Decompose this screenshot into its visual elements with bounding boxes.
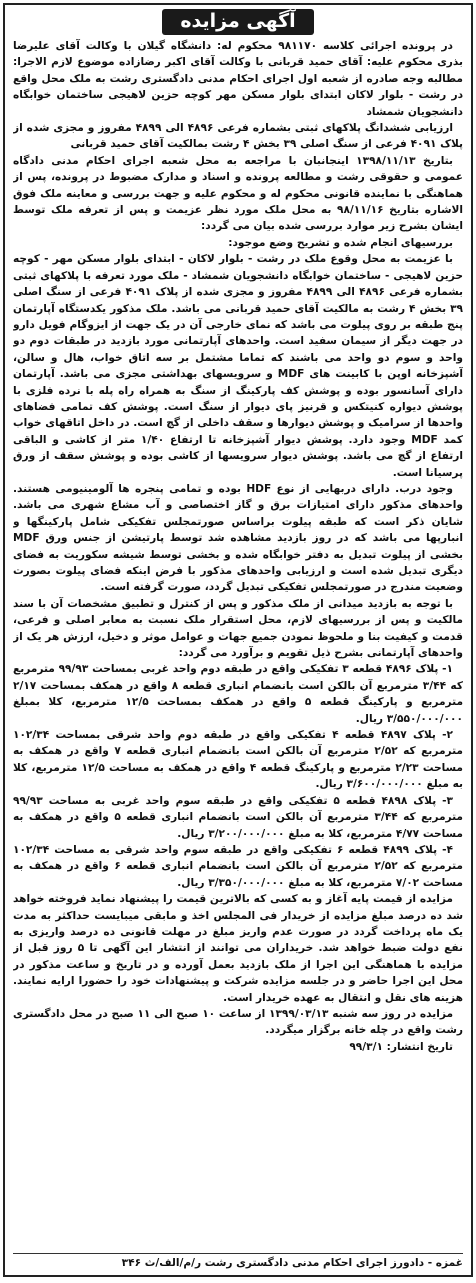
paragraph-unit-4: ۴- پلاک ۴۸۹۹ قطعه ۶ تفکیکی واقع در طبقه سوم واحد شرقی به مساحت ۱۰۲/۳۴ مترمربع که ۲/۵۲ مترمربع آن بالکن است بانضمام انباری قطعه ۶ واقع در همکف به مساحت ۷/۰۲ مترمربع، کلا به مبلغ ۳/۳۵۰/۰۰۰/۰۰۰ ریال.: [13, 843, 463, 889]
paragraph-inspection-heading: بررسیهای انجام شده و تشریح وضع موجود:: [228, 236, 453, 249]
paragraph-valuation-subject: ارزیابی ششدانگ پلاکهای ثبتی بشماره فرعی ۴۸۹۶ الی ۴۸۹۹ مفروز و مجزی شده از پلاک ۴۰۹۱ فرعی از سنگ اصلی ۳۹ بخش ۴ رشت بمالکیت آقای حمید قربانی: [13, 122, 463, 151]
paragraph-case-info: در پرونده اجرائی کلاسه ۹۸۱۱۷۰ محکوم له: دانشگاه گیلان با وکالت آقای علیرضا بذری محکوم علیه: آقای حمید قربانی با وکالت آقای اکبر رضازاده موضوع لازم الاجرا: مطالبه وجه صادره از شعبه اول اجرای احکام مدنی دادگستری رشت به ملک محل واقع در رشت - بلوار لاکان ابتدای بلوار مسکن مهر کوچه حزین لاهیجی ساختمان خوابگاه دانشجویان شمشاد: [13, 40, 463, 118]
paragraph-property-description: با عزیمت به محل وقوع ملک در رشت - بلوار لاکان - ابتدای بلوار مسکن مهر - کوچه حزین لاهیجی - ساختمان خوابگاه دانشجویان شمشاد - ملک مورد تعرفه با پلاکهای ثبتی بشماره فرعی ۴۸۹۶ الی ۴۸۹۹ مفروز و مجزی شده از پلاک ۴۰۹۱ فرعی از سنگ اصلی ۳۹ بخش ۴ رشت به مالکیت آقای حمید قربانی می باشد. ملک مذکور یکدستگاه آپارتمان پنج طبقه بر روی پیلوت می باشد که نمای خارجی آن در یک جهت از ایزوگام فویل دارو در جهت دیگر از سیمان سفید است. واحدهای آپارتمانی مورد بازدید در طبقات دوم دو واحد و سوم دو واحد می باشند که تماما مشتمل بر سه اتاق خواب، هال و سالن، آشپزخانه اوپن با کابینت های MDF و سرویسهای بهداشتی مجزی می باشد. آپارتمان دارای آسانسور بوده و پوشش کف پارکینگ از سنگ به همراه راه پله با نرده فلزی با پوشش دیواره کنیتکس و قرنیز پای دیوار از سنگ است. پوشش کف تمامی فضاهای واحدها از سرامیک و پوشش دیوارها و سقف داخلی از گچ است. در داخل اتاقهای خواب کمد MDF وجود دارد. پوشش دیوار آشپزخانه تا ارتفاع ۱/۴۰ متر از کاشی و الباقی ارتفاع از گچ می باشد. پوشش دیوار سرویسها از کاشی بوده و پوشش سقف از ورق پرسیانا است.: [13, 253, 463, 479]
paragraph-publish-date: تاریخ انتشار: ۹۹/۳/۱: [349, 1040, 453, 1053]
paragraph-auction-terms: مزایده از قیمت پایه آغاز و به کسی که بالاترین قیمت را پیشنهاد نماید فروخته خواهد شد ده درصد مبلغ مزایده از خریدار فی المجلس اخذ و مابقی میبایست حداکثر به مدت یک ماه پرداخت گردد در صورت عدم واریز مبلغ در مهلت قانونی ده درصد واریزی به نفع دولت ضبط خواهد شد. خریداران می توانند از انتشار این آگهی تا ۵ روز قبل از مزایده با هماهنگی این اجرا از ملک بازدید بعمل آورده و در تاریخ و ساعت مذکور در محل این اجرا حاضر و در جلسه مزایده شرکت و پیشنهادات خود را حضورا ارایه نمایند. هزینه های نقل و انتقال به عهده خریدار است.: [13, 893, 463, 1004]
paragraph-unit-1: ۱- پلاک ۴۸۹۶ قطعه ۳ تفکیکی واقع در طبقه دوم واحد غربی بمساحت ۹۹/۹۳ مترمربع که ۳/۴۴ مترمربع آن بالکن است بانضمام انباری قطعه ۸ واقع در همکف بمساحت ۲/۱۷ مترمربع و پارکینگ قطعه ۵ واقع در همکف بمساحت ۱۲/۵ مترمربع، کلا بمبلغ ۳/۵۵۰/۰۰۰/۰۰۰ ریال.: [13, 663, 463, 725]
signature-line: غمزه - دادورز اجرای احکام مدنی دادگستری رشت ر/م/الف/ث ۳۴۶: [13, 1253, 463, 1269]
notice-title: آگهی مزایده: [162, 9, 313, 35]
notice-body: [13, 38, 463, 1249]
paragraph-unit-3: ۳- پلاک ۴۸۹۸ قطعه ۵ تفکیکی واقع در طبقه سوم واحد غربی به مساحت ۹۹/۹۳ مترمربع که ۳/۴۴ مترمربع آن بالکن است بانضمام انباری قطعه ۵ واقع در همکف به مساحت ۴/۷۷ مترمربع، کلا به مبلغ ۳/۲۰۰/۰۰۰/۰۰۰ ریال.: [13, 794, 463, 840]
auction-notice: [3, 3, 473, 1277]
paragraph-auction-date: مزایده در روز سه شنبه ۱۳۹۹/۰۳/۱۳ از ساعت ۱۰ صبح الی ۱۱ صبح در محل دادگستری رشت واقع در چله خانه برگزار میگردد.: [13, 1007, 463, 1037]
paragraph-visit-date: بتاریخ ۱۳۹۸/۱۱/۱۳ اینجانبان با مراجعه به محل شعبه اجرای احکام مدنی دادگاه عمومی و حقوقی رشت و مطالعه پرونده و اسناد و مدارک مضبوط در پرونده، پس از هماهنگی با نماینده قانونی محکوم له و محکوم علیه و جهت بررسی و معاینه ملک فوق الاشاره بتاریخ ۹۸/۱۱/۱۶ به محل ملک مورد نظر عزیمت و پس از تعرفه ملک توسط ایشان بشرح زیر موارد بررسی شده بیان می گردد:: [13, 154, 463, 233]
paragraph-unit-2: ۲- پلاک ۴۸۹۷ قطعه ۴ تفکیکی واقع در طبقه دوم واحد شرقی بمساحت ۱۰۲/۳۴ مترمربع که ۲/۵۲ مترمربع آن بالکن است بانضمام انباری قطعه ۷ واقع در همکف به مساحت ۲/۲۳ مترمربع و پارکینگ قطعه ۴ واقع در همکف به مساحت ۱۲/۵ مترمربع، کلا به مبلغ ۳/۶۰۰/۰۰۰/۰۰۰ ریال.: [13, 729, 463, 791]
paragraph-valuation-basis: با توجه به بازدید میدانی از ملک مذکور و پس از کنترل و تطبیق مشخصات آن با سند مالکیت و پس از بررسیهای لازم، محل استقرار ملک نسبت به معابر اصلی و فرعی، قدمت و کیفیت بنا و ملحوظ نمودن جمیع جهات و عوامل موثر و دخیل، ارزش هر یک از واحدهای آپارتمانی بشرح ذیل تقویم و برآورد می گردد:: [13, 597, 463, 660]
paragraph-doors-utilities: وجود درب. دارای دربهایی از نوع HDF بوده و تمامی پنجره ها آلومینیومی هستند. واحدهای مذکور دارای امتیازات برق و گاز اختصاصی و آب مشاع شهری می باشد. شایان ذکر است که طبقه پیلوت براساس صورتمجلس تفکیکی شامل پارکینگها و انبارپها می باشد که در روز بازدید مشاهده شد توسط پارتیشن از جنس ورق MDF بخشی از پیلوت تبدیل به دفتر خوابگاه شده و بخشی توسط شیشه سکوریت به فضای دیگری تبدیل شده است و ارزیابی واحدهای مذکور با فرض اینکه فضای پیلوت بصورت وضعیت مندرج در صورتمجلس تفکیکی تبدیل گردد، صورت گرفته است.: [13, 482, 463, 594]
